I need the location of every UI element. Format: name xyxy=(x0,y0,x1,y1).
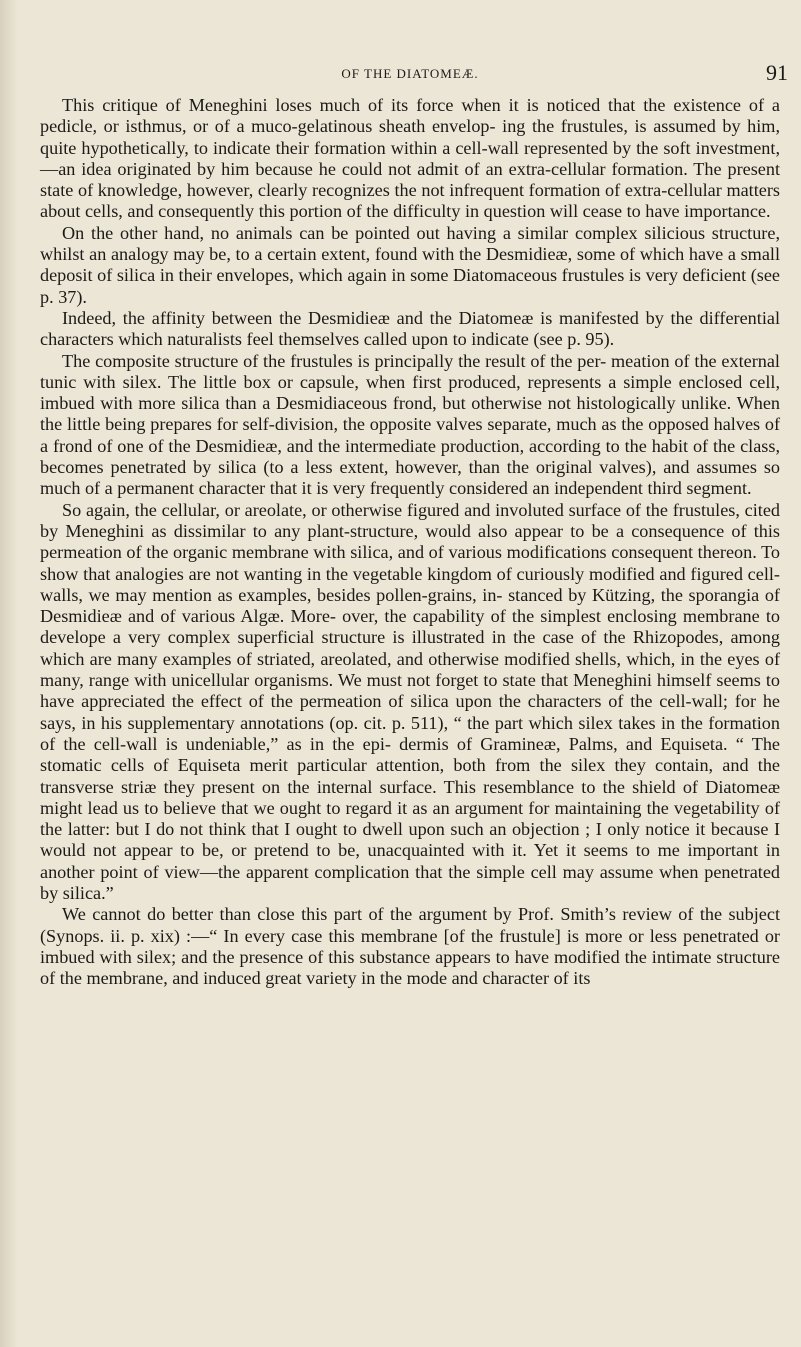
paragraph-affinity: Indeed, the affinity between the Desmidieæ and the Diatomeæ is manifested by the differential characters which naturalists feel themselves called upon to indicate (see p. 95). xyxy=(40,307,780,350)
paragraph-composite-structure: The composite structure of the frustules is principally the result of the per- meation of the external tunic with silex. The little box or capsule, when first produced, represents a simple enclosed cell, imbued with more silica than a Desmidiaceous frond, but otherwise not histologically unlike. When the little being prepares for self-division, the opposite valves separate, much as the opposed halves of a frond of one of the Desmidieæ, and the intermediate production, according to the habit of the class, becomes penetrated by silica (to a less extent, however, than the original valves), and assumes so much of a permanent character that it is very frequently considered an independent third segment. xyxy=(40,350,780,499)
paragraph-smith-review: We cannot do better than close this part of the argument by Prof. Smith’s review of the subject (Synops. ii. p. xix) :—“ In every case this membrane [of the frustule] is more or less penetrated or imbued with silex; and the presence of this substance appears to have modified the intimate structure of the membrane, and induced great variety in the mode and character of its xyxy=(40,904,780,989)
paragraph-cellular-surface: So again, the cellular, or areolate, or otherwise figured and involuted surface of the frustules, cited by Meneghini as dissimilar to any plant-structure, would also appear to be a consequence of this permeation of the organic membrane with silica, and of various modifications consequent thereon. To show that analogies are not wanting in the vegetable kingdom of curiously modified and figured cell-walls, we may mention as examples, besides pollen-grains, in- stanced by Kützing, the sporangia of Desmidieæ and of various Algæ. More- over, the capability of the simplest enclosing membrane to develope a very complex superficial structure is illustrated in the case of the Rhizopodes, among which are many examples of striated, areolated, and otherwise modified shells, which, in the eyes of many, range with unicellular organisms. We must not forget to state that Meneghini himself seems to have appreciated the effect of the permeation of silica upon the characters of the cell-wall; for he says, in his supplementary annotations (op. cit. p. 511), “ the part which silex takes in the formation of the cell-wall is undeniable,” as in the epi- dermis of Gramineæ, Palms, and Equiseta. “ The stomatic cells of Equiseta merit particular attention, both from the silex they contain, and the transverse striæ they present on the internal surface. This resemblance to the shield of Diatomeæ might lead us to believe that we ought to regard it as an argument for maintaining the vegetability of the latter: but I do not think that I ought to dwell upon such an objection ; I only notice it because I would not appear to be, or pretend to be, unacquainted with it. Yet it seems to me important in another point of view—the apparent complication that the simple cell may assume when penetrated by silica.” xyxy=(40,499,780,903)
paragraph-analogy: On the other hand, no animals can be pointed out having a similar complex silicious structure, whilst an analogy may be, to a certain extent, found with the Desmidieæ, some of which have a small deposit of silica in their envelopes, which again in some Diatomaceous frustules is very deficient (see p. 37). xyxy=(40,222,780,307)
page-header xyxy=(30,60,790,90)
body-text xyxy=(40,95,780,989)
page-number: 91 xyxy=(766,60,788,85)
page-binding-edge xyxy=(0,0,18,1347)
running-head: OF THE DIATOMEÆ. xyxy=(341,66,479,81)
paragraph-critique: This critique of Meneghini loses much of its force when it is noticed that the existence of a pedicle, or isthmus, or of a muco-gelatinous sheath envelop- ing the frustules, is assumed by him, quite hypothetically, to indicate their formation within a cell-wall represented by the soft investment,—an idea originated by him because he could not admit of an extra-cellular formation. The present state of knowledge, however, clearly recognizes the not infrequent formation of extra-cellular matters about cells, and consequently this portion of the difficulty in question will cease to have importance. xyxy=(40,95,780,222)
